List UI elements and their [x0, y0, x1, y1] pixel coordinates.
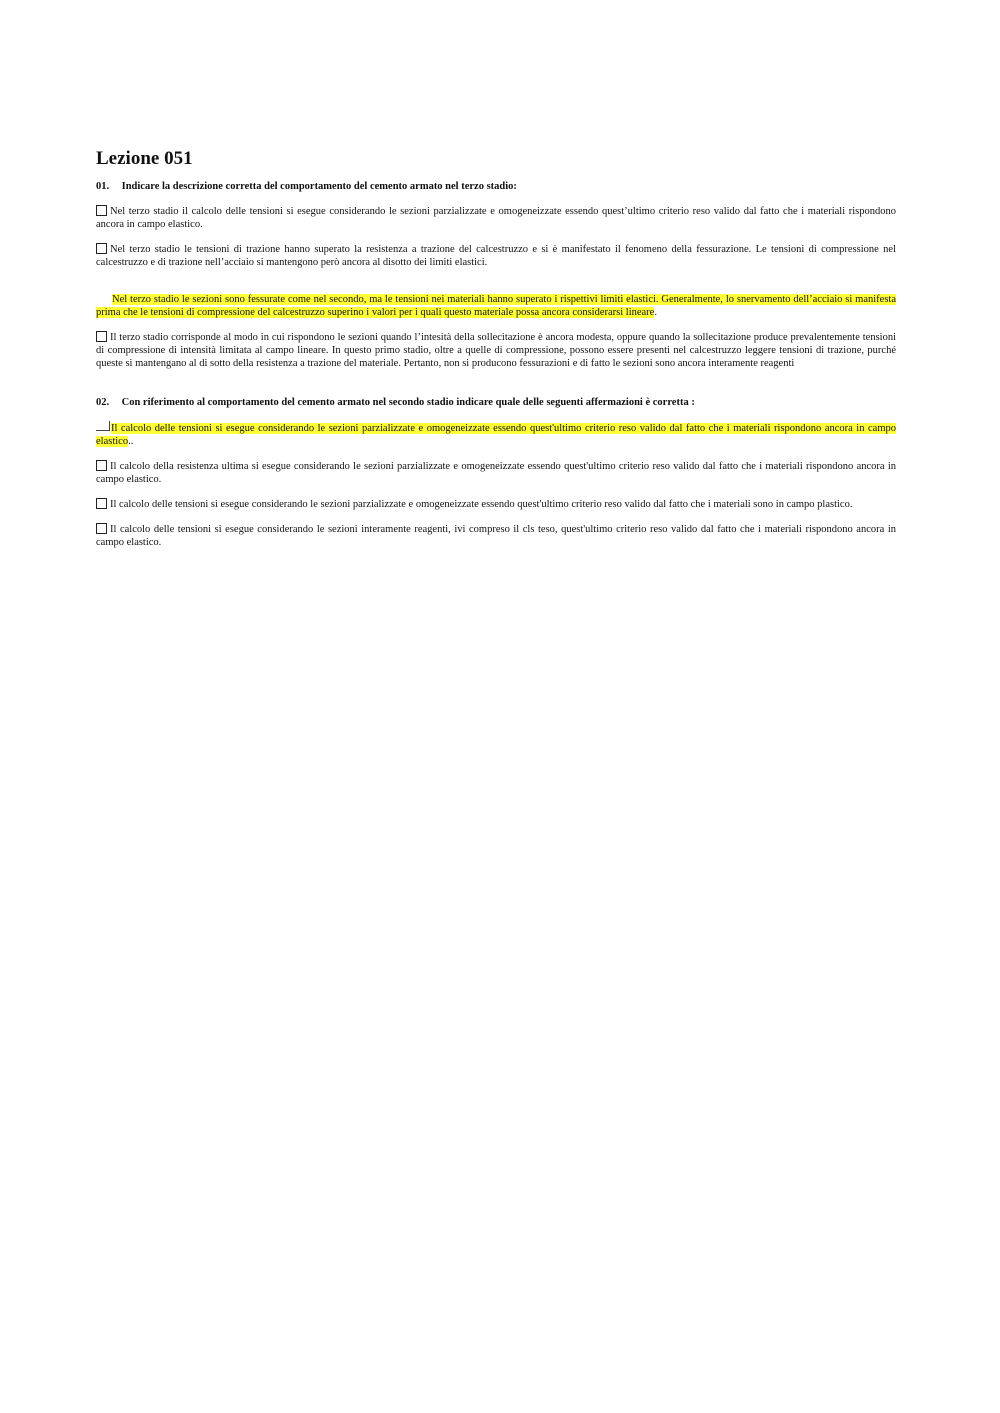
answer-option: [96, 523, 896, 549]
answer-text-highlighted: Il calcolo delle tensioni si esegue considerando le sezioni parzializzate e omogeneizzate essendo quest'ultimo criterio reso valido dal fatto che i materiali rispondono ancora in campo elastico: [96, 423, 896, 447]
question-text: Con riferimento al comportamento del cemento armato nel secondo stadio indicare quale delle seguenti affermazioni è corretta :: [121, 397, 695, 408]
question-text: Indicare la descrizione corretta del comportamento del cemento armato nel terzo stadio:: [121, 181, 517, 192]
answer-text-highlighted: Nel terzo stadio le sezioni sono fessurate come nel secondo, ma le tensioni nei materiali hanno superato i rispettivi limiti elastici. Generalmente, lo snervamento dell’acciaio si manifesta prima che le tensioni di compressione del calcestruzzo superino i valori per i quali questo materiale possa ancora considerarsi lineare: [96, 294, 896, 318]
answer-text: Il calcolo delle tensioni si esegue considerando le sezioni parzializzate e omogeneizzate essendo quest'ultimo criterio reso valido dal fatto che i materiali sono in campo plastico.: [110, 499, 853, 510]
answer-option: [96, 331, 896, 370]
answer-text: Nel terzo stadio le tensioni di trazione hanno superato la resistenza a trazione del calcestruzzo e si è manifestato il fenomeno della fessurazione. Le tensioni di compressione nel calcestruzzo e di trazione nell’acciaio si mantengono però ancora al disotto dei limiti elastici.: [96, 244, 896, 268]
answer-text: Nel terzo stadio il calcolo delle tensioni si esegue considerando le sezioni parzializzate e omogeneizzate essendo quest’ultimo criterio reso valido dal fatto che i materiali rispondono ancora in campo elastico.: [96, 206, 896, 230]
checkbox[interactable]: [96, 243, 107, 254]
answer-text: Il calcolo delle tensioni si esegue considerando le sezioni interamente reagenti, ivi compreso il cls teso, quest'ultimo criterio reso valido dal fatto che i materiali rispondono ancora in campo elastico.: [96, 524, 896, 548]
checkbox[interactable]: [96, 498, 107, 509]
answer-suffix: ..: [128, 436, 134, 447]
answer-text: Il terzo stadio corrisponde al modo in cui rispondono le sezioni quando l’intesità della sollecitazione è ancora modesta, oppure quando la sollecitazione produce prevalentemente tensioni di compressione di intensità limitata al campo lineare. In questo primo stadio, oltre a quelle di compressione, possono essere presenti nel calcestruzzo leggere tensioni di trazione, purché queste si mantengano al di sotto della resistenza a trazione del materiale. Pertanto, non si producono fessurazioni e di fatto le sezioni sono ancora interamente reagenti: [96, 332, 896, 369]
checkbox[interactable]: [96, 205, 107, 216]
question-number: 02.: [96, 397, 110, 408]
answer-option: [96, 243, 896, 269]
answer-option: [96, 460, 896, 486]
checkbox[interactable]: [96, 523, 107, 534]
document-page: [96, 148, 896, 561]
checkbox[interactable]: [96, 331, 107, 342]
answer-suffix: .: [654, 307, 657, 318]
selection-mark-icon: [96, 421, 110, 431]
checkbox[interactable]: [96, 460, 107, 471]
question-number: 01.: [96, 181, 110, 192]
page-title: Lezione 051: [96, 148, 193, 169]
answer-option: [96, 498, 896, 511]
answer-option-correct: [96, 421, 896, 448]
answer-option: [96, 205, 896, 231]
question-02: [96, 396, 896, 409]
question-01: [96, 180, 896, 193]
answer-text: Il calcolo della resistenza ultima si esegue considerando le sezioni parzializzate e omogeneizzate essendo quest'ultimo criterio reso valido dal fatto che i materiali rispondono ancora in campo elastico.: [96, 461, 896, 485]
answer-option-correct: [96, 293, 896, 319]
